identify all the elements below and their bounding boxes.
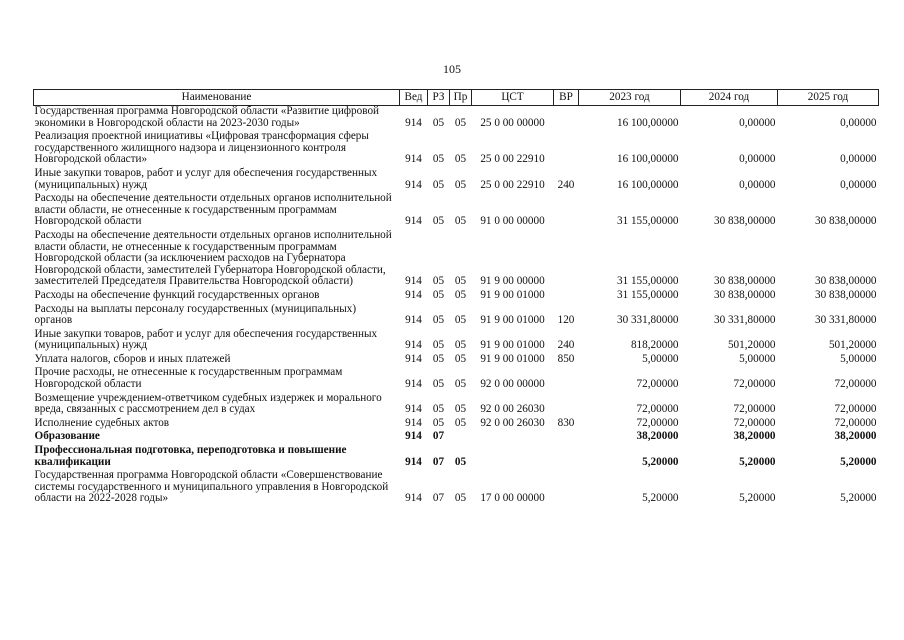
- cell-2024: 5,20000: [739, 455, 776, 468]
- table-row: [34, 354, 879, 368]
- cell-2024: 30 331,80000: [713, 314, 776, 327]
- column-header-2024: 2024 год: [681, 90, 778, 106]
- cell-name: Исполнение судебных актов: [34, 416, 170, 429]
- cell-rz: 05: [432, 275, 445, 288]
- cell-pr: 05: [454, 403, 467, 416]
- cell-2024: 0,00000: [739, 178, 776, 191]
- column-header-pr: Пр: [450, 90, 472, 106]
- cell-name: Расходы на выплаты персоналу государственных (муниципальных) органов: [34, 302, 357, 327]
- cell-vr: [554, 393, 579, 418]
- cell-rz: 05: [432, 178, 445, 191]
- cell-cst: 91 9 00 01000: [480, 352, 545, 365]
- cell-rz: 05: [432, 403, 445, 416]
- cell-pr: 05: [454, 116, 467, 129]
- cell-name: Профессиональная подготовка, переподготовка и повышение квалификации: [34, 444, 347, 468]
- table-row: [34, 193, 879, 230]
- cell-name: Расходы на обеспечение функций государственных органов: [34, 288, 320, 301]
- cell-2025: 5,20000: [840, 492, 877, 505]
- cell-2023: 16 100,00000: [616, 116, 679, 129]
- cell-cst: [472, 431, 554, 445]
- column-header-cst: ЦСТ: [472, 90, 554, 106]
- cell-2023: 72,00000: [636, 416, 679, 429]
- cell-pr: 05: [454, 378, 467, 391]
- cell-2025: 5,00000: [840, 352, 877, 365]
- cell-rz: 05: [432, 153, 445, 166]
- cell-name: Государственная программа Новгородской области «Развитие цифровой экономики в Новгородской области на 2023-2030 годы»: [34, 105, 380, 129]
- cell-cst: 91 0 00 00000: [480, 215, 545, 228]
- cell-2023: 818,20000: [630, 339, 679, 352]
- cell-pr: 05: [454, 288, 467, 301]
- cell-2023: 30 331,80000: [616, 314, 679, 327]
- cell-vr: 830: [557, 416, 575, 429]
- cell-ved: 914: [405, 403, 422, 416]
- cell-cst: 25 0 00 00000: [480, 116, 545, 129]
- cell-cst: 92 0 00 00000: [480, 378, 545, 391]
- cell-vr: [554, 290, 579, 304]
- cell-name: Реализация проектной инициативы «Цифровая трансформация сферы государственного жилищного надзора и лицензионного контроля Новгородской области»: [34, 130, 369, 166]
- cell-pr: 05: [454, 492, 467, 505]
- cell-vr: [554, 470, 579, 507]
- cell-2024: 38,20000: [733, 430, 776, 443]
- cell-name: Уплата налогов, сборов и иных платежей: [34, 352, 231, 365]
- cell-2025: 72,00000: [834, 416, 877, 429]
- cell-rz: 05: [432, 352, 445, 365]
- cell-pr: [450, 431, 472, 445]
- cell-2023: 5,20000: [642, 492, 679, 505]
- cell-pr: 05: [454, 314, 467, 327]
- cell-2025: 72,00000: [834, 378, 877, 391]
- cell-2023: 31 155,00000: [616, 215, 679, 228]
- cell-ved: 914: [405, 430, 422, 443]
- cell-cst: 92 0 00 26030: [480, 403, 545, 416]
- cell-2023: 5,20000: [642, 455, 679, 468]
- cell-pr: 05: [454, 455, 467, 468]
- cell-2023: 31 155,00000: [616, 275, 679, 288]
- table-row: [34, 393, 879, 418]
- cell-pr: 05: [454, 416, 467, 429]
- table-row: [34, 290, 879, 304]
- cell-vr: [554, 106, 579, 132]
- cell-cst: 25 0 00 22910: [480, 153, 545, 166]
- cell-ved: 914: [405, 492, 422, 505]
- cell-cst: 25 0 00 22910: [480, 178, 545, 191]
- cell-ved: 914: [405, 275, 422, 288]
- cell-2025: 30 331,80000: [814, 314, 877, 327]
- table-row: [34, 445, 879, 470]
- cell-pr: 05: [454, 215, 467, 228]
- cell-2025: 5,20000: [840, 455, 877, 468]
- table-row: [34, 304, 879, 329]
- cell-cst: 91 9 00 00000: [480, 275, 545, 288]
- table-row: [34, 106, 879, 132]
- budget-table: [33, 89, 879, 507]
- cell-ved: 914: [405, 215, 422, 228]
- cell-2023: 31 155,00000: [616, 288, 679, 301]
- cell-vr: 240: [557, 178, 575, 191]
- cell-name: Иные закупки товаров, работ и услуг для обеспечения государственных (муниципальных) нужд: [34, 327, 378, 352]
- table-row: [34, 431, 879, 445]
- cell-2024: 0,00000: [739, 153, 776, 166]
- cell-2023: 16 100,00000: [616, 178, 679, 191]
- table-row: [34, 470, 879, 507]
- cell-name: Образование: [34, 430, 100, 443]
- cell-vr: 850: [557, 352, 575, 365]
- cell-rz: 07: [432, 430, 445, 443]
- column-header-ved: Вед: [400, 90, 428, 106]
- cell-2023: 16 100,00000: [616, 153, 679, 166]
- cell-ved: 914: [405, 416, 422, 429]
- cell-2025: 0,00000: [840, 153, 877, 166]
- cell-ved: 914: [405, 116, 422, 129]
- cell-cst: 91 9 00 01000: [480, 288, 545, 301]
- cell-2025: 0,00000: [840, 116, 877, 129]
- cell-2025: 72,00000: [834, 403, 877, 416]
- table-body: [34, 106, 879, 508]
- cell-2024: 72,00000: [733, 403, 776, 416]
- cell-2025: 501,20000: [828, 339, 877, 352]
- cell-2023: 72,00000: [636, 403, 679, 416]
- cell-2024: 30 838,00000: [713, 288, 776, 301]
- cell-cst: 17 0 00 00000: [480, 492, 545, 505]
- cell-name: Расходы на обеспечение деятельности отдельных органов исполнительной власти области, не отнесенные к государственным программам Новгородской области (за исключением расходов на Губернатора Новгородской области, заместителей Губернатора Новгородской области, заместителей Председателя Правительства Новгородской области): [34, 228, 392, 288]
- cell-vr: 120: [557, 314, 575, 327]
- cell-2025: 30 838,00000: [814, 215, 877, 228]
- column-header-2025: 2025 год: [778, 90, 879, 106]
- cell-2024: 5,00000: [739, 352, 776, 365]
- cell-ved: 914: [405, 288, 422, 301]
- cell-2023: 72,00000: [636, 378, 679, 391]
- cell-name: Расходы на обеспечение деятельности отдельных органов исполнительной власти области, не отнесенные к государственным программам Новгородской области: [34, 192, 392, 228]
- cell-ved: 914: [405, 178, 422, 191]
- cell-vr: [554, 431, 579, 445]
- page-number: 105: [443, 62, 461, 76]
- cell-2025: 30 838,00000: [814, 275, 877, 288]
- column-header-name: Наименование: [34, 90, 400, 106]
- cell-ved: 914: [405, 378, 422, 391]
- cell-name: Иные закупки товаров, работ и услуг для обеспечения государственных (муниципальных) нужд: [34, 166, 378, 191]
- table-header: [34, 90, 879, 106]
- cell-2025: 0,00000: [840, 178, 877, 191]
- cell-rz: 05: [432, 314, 445, 327]
- cell-2023: 38,20000: [636, 430, 679, 443]
- cell-rz: 07: [432, 492, 445, 505]
- cell-cst: 91 9 00 01000: [480, 339, 545, 352]
- cell-rz: 05: [432, 116, 445, 129]
- cell-rz: 05: [432, 288, 445, 301]
- cell-ved: 914: [405, 153, 422, 166]
- cell-cst: [472, 445, 554, 470]
- cell-rz: 05: [432, 378, 445, 391]
- cell-ved: 914: [405, 352, 422, 365]
- cell-pr: 05: [454, 352, 467, 365]
- cell-rz: 05: [432, 416, 445, 429]
- cell-pr: 05: [454, 178, 467, 191]
- cell-2023: 5,00000: [642, 352, 679, 365]
- table-row: [34, 418, 879, 432]
- cell-2024: 30 838,00000: [713, 215, 776, 228]
- cell-name: Государственная программа Новгородской области «Совершенствование системы государственного и муниципального управления в Новгородской области на 2022-2028 годы»: [34, 469, 389, 505]
- cell-2024: 72,00000: [733, 378, 776, 391]
- cell-vr: [554, 367, 579, 392]
- cell-ved: 914: [405, 455, 422, 468]
- cell-rz: 07: [432, 455, 445, 468]
- cell-vr: [554, 230, 579, 290]
- cell-name: Прочие расходы, не отнесенные к государственным программам Новгородской области: [34, 366, 343, 391]
- cell-vr: [554, 131, 579, 168]
- cell-2024: 0,00000: [739, 116, 776, 129]
- cell-ved: 914: [405, 314, 422, 327]
- cell-rz: 05: [432, 339, 445, 352]
- cell-2025: 38,20000: [834, 430, 877, 443]
- cell-pr: 05: [454, 275, 467, 288]
- cell-name: Возмещение учреждением-ответчиком судебных издержек и морального вреда, связанных с рассмотрением дел в судах: [34, 391, 382, 416]
- table-row: [34, 230, 879, 290]
- table-row: [34, 131, 879, 168]
- column-header-rz: РЗ: [428, 90, 450, 106]
- table-row: [34, 367, 879, 392]
- cell-pr: 05: [454, 339, 467, 352]
- cell-pr: 05: [454, 153, 467, 166]
- cell-2024: 72,00000: [733, 416, 776, 429]
- cell-2025: 30 838,00000: [814, 288, 877, 301]
- cell-cst: 92 0 00 26030: [480, 416, 545, 429]
- table-row: [34, 168, 879, 193]
- column-header-2023: 2023 год: [579, 90, 681, 106]
- column-header-vr: ВР: [554, 90, 579, 106]
- cell-2024: 5,20000: [739, 492, 776, 505]
- cell-vr: 240: [557, 339, 575, 352]
- cell-2024: 30 838,00000: [713, 275, 776, 288]
- cell-ved: 914: [405, 339, 422, 352]
- cell-vr: [554, 193, 579, 230]
- cell-cst: 91 9 00 01000: [480, 314, 545, 327]
- table-row: [34, 329, 879, 354]
- cell-vr: [554, 445, 579, 470]
- cell-rz: 05: [432, 215, 445, 228]
- cell-2024: 501,20000: [727, 339, 776, 352]
